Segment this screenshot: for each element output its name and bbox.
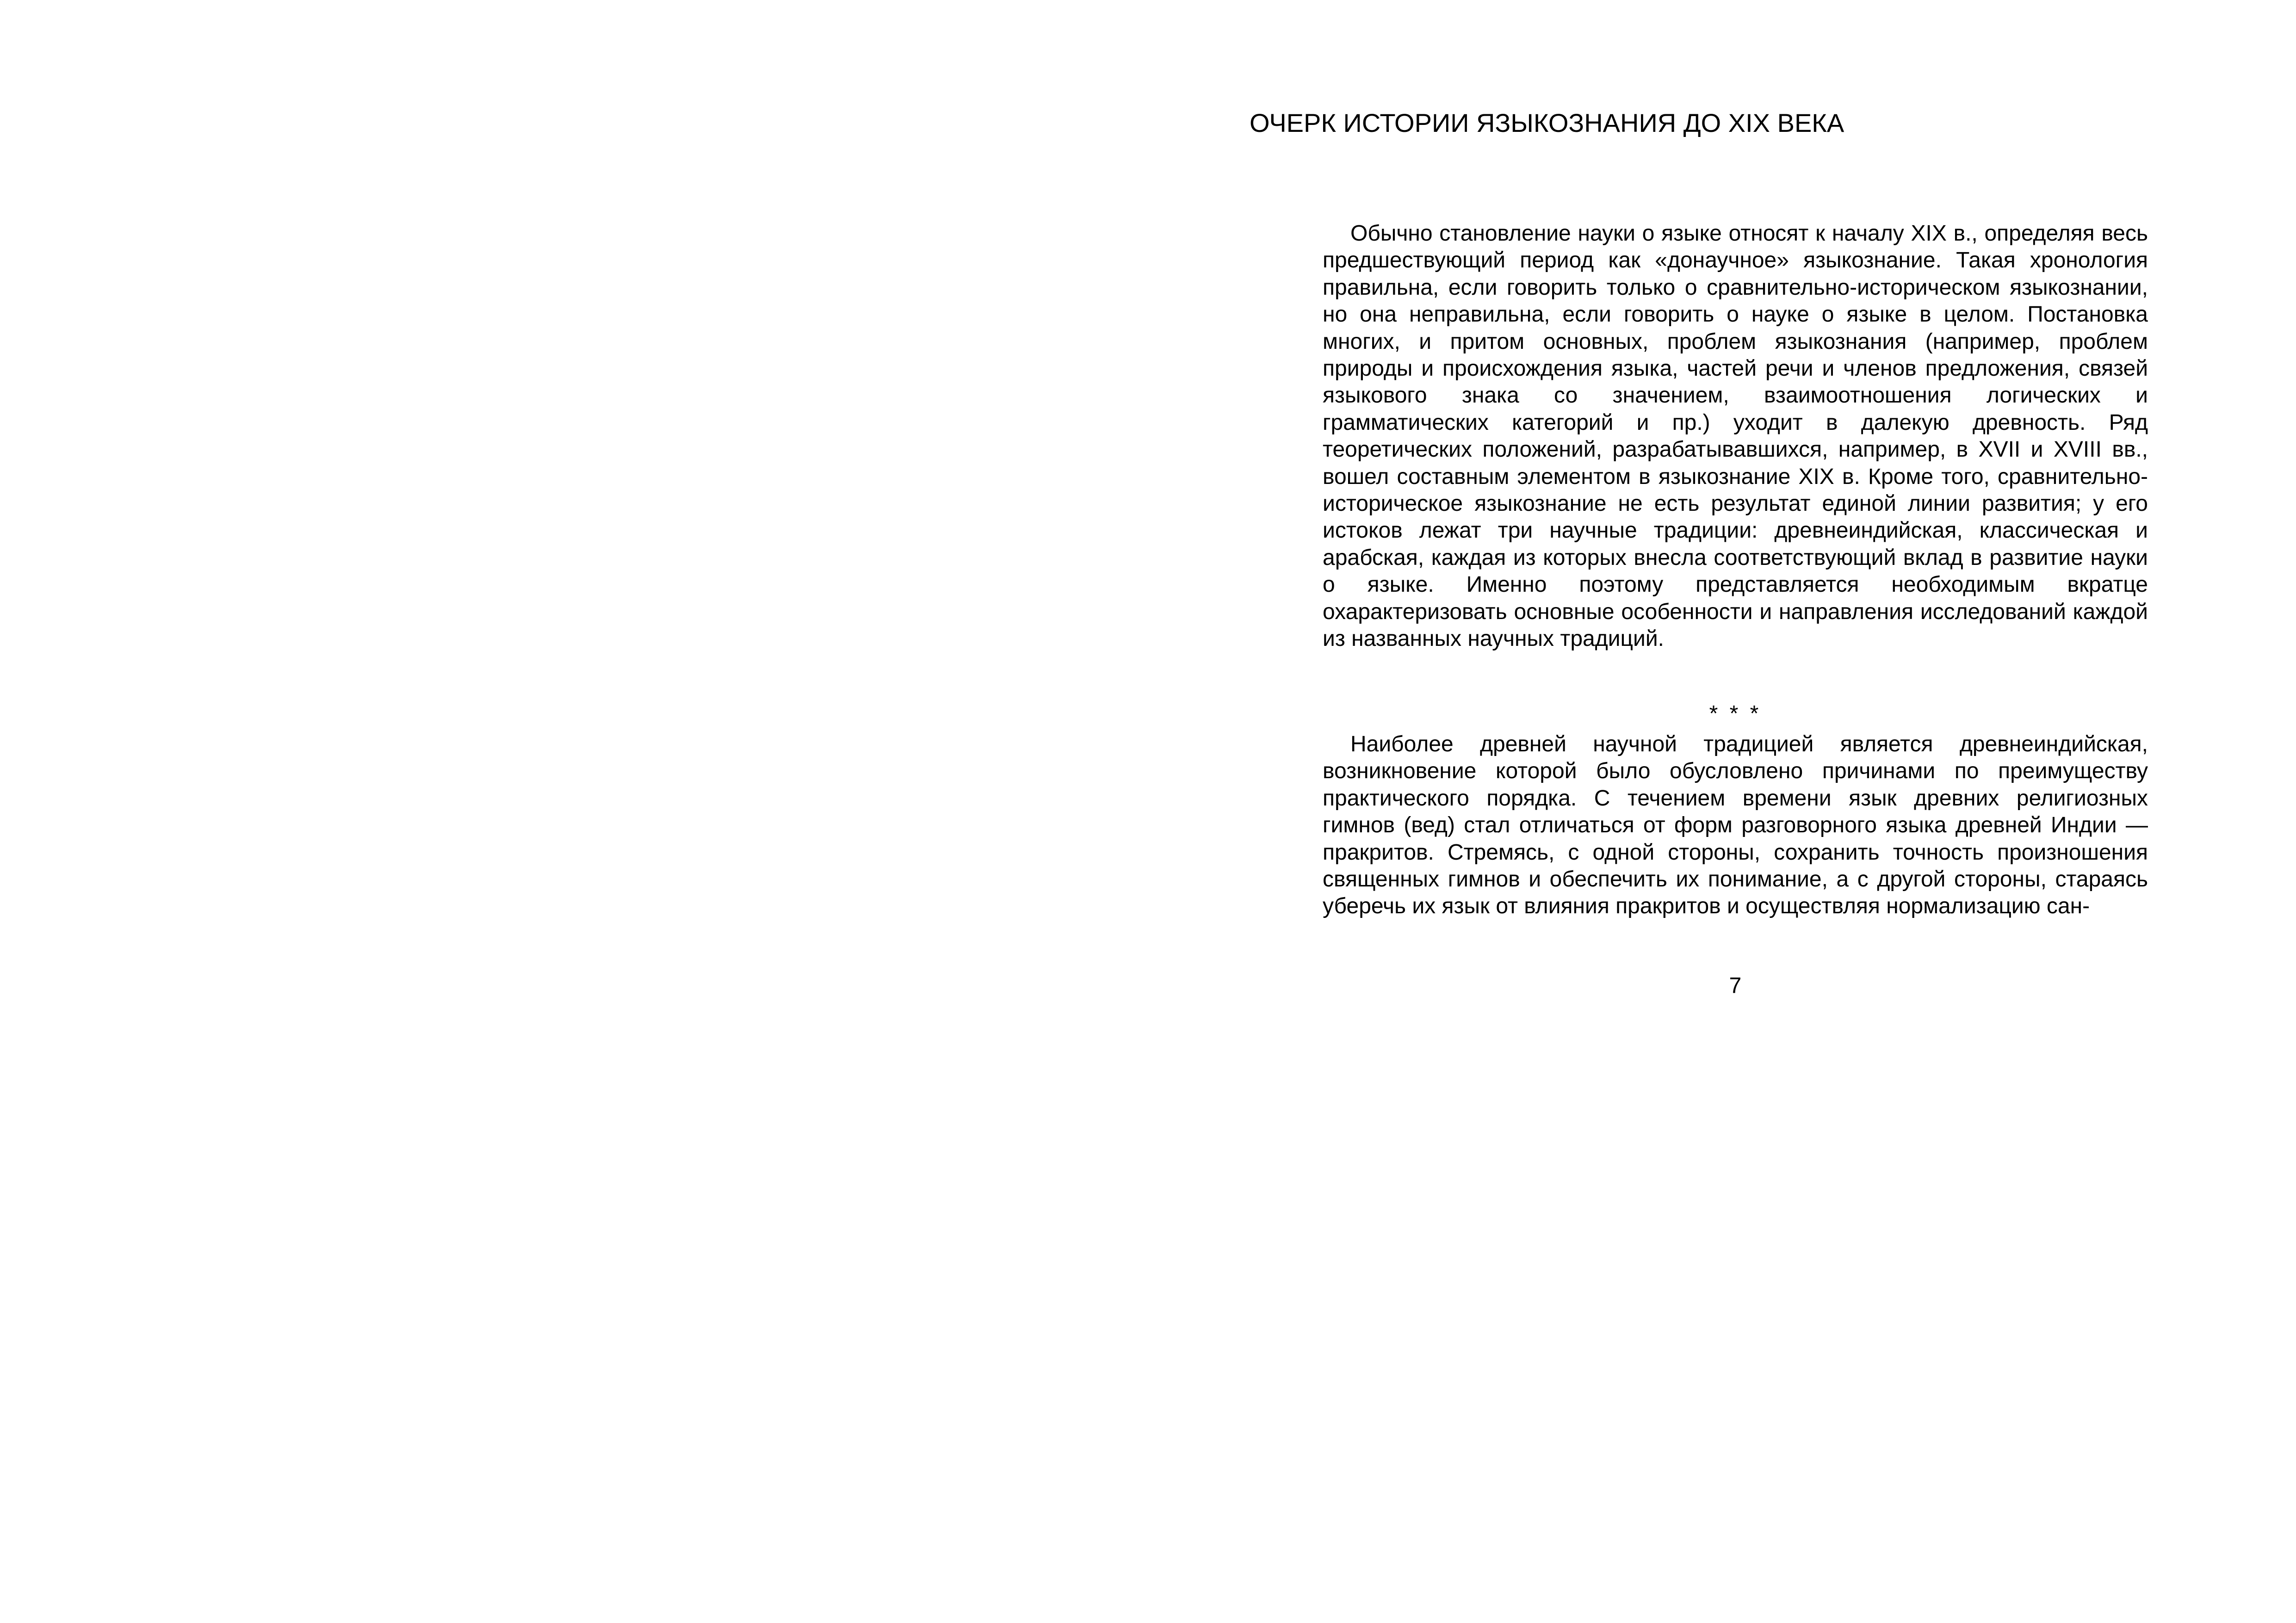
page-number: 7 bbox=[1729, 973, 1742, 998]
paragraph-text: Наиболее древней научной традицией является древнеиндийская, возникновение которой было обусловлено причинами по преимуществу практического порядка. С течением времени язык древних религиозных гимнов (вед) стал отличаться от форм разговорного языка древней Индии — пракритов. Стремясь, с одной стороны, сохранить точность произношения священных гимнов и обеспечить их понимание, а с другой стороны, стараясь уберечь их язык от влияния пракритов и осуществляя нормализацию сан- bbox=[1323, 732, 2148, 919]
paragraph-text: Обычно становление науки о языке относят к началу XIX в., определяя весь предшествующий период как «донаучное» языкознание. Такая хронология правильна, если говорить только о сравнительно-историческом языкознании, но она неправильна, если говорить о науке о языке в целом. Постановка многих, и притом основных, проблем языкознания (например, проблем природы и происхождения языка, частей речи и членов предложения, связей языкового знака со значением, взаимоотношения логических и грамматических категорий и пр.) уходит в далекую древность. Ряд теоретических положений, разрабатывавшихся, например, в XVII и XVIII вв., вошел составным элементом в языкознание XIX в. Кроме того, сравнительно-историческое языкознание не есть результат единой линии развития; у его истоков лежат три научные традиции: древнеиндийская, классическая и арабская, каждая из которых внесла соответствующий вклад в развитие науки о языке. Именно поэтому представляется необходимым вкратце охарактеризовать основные особенности и направления исследований каждой из названных научных традиций. bbox=[1323, 221, 2148, 651]
right-page bbox=[1148, 0, 2296, 1623]
body-paragraph-1 bbox=[1323, 220, 2148, 653]
section-separator: * * * bbox=[1709, 701, 1762, 726]
chapter-title: ОЧЕРК ИСТОРИИ ЯЗЫКОЗНАНИЯ ДО XIX ВЕКА bbox=[1250, 108, 1844, 137]
body-paragraph-2 bbox=[1323, 731, 2148, 920]
